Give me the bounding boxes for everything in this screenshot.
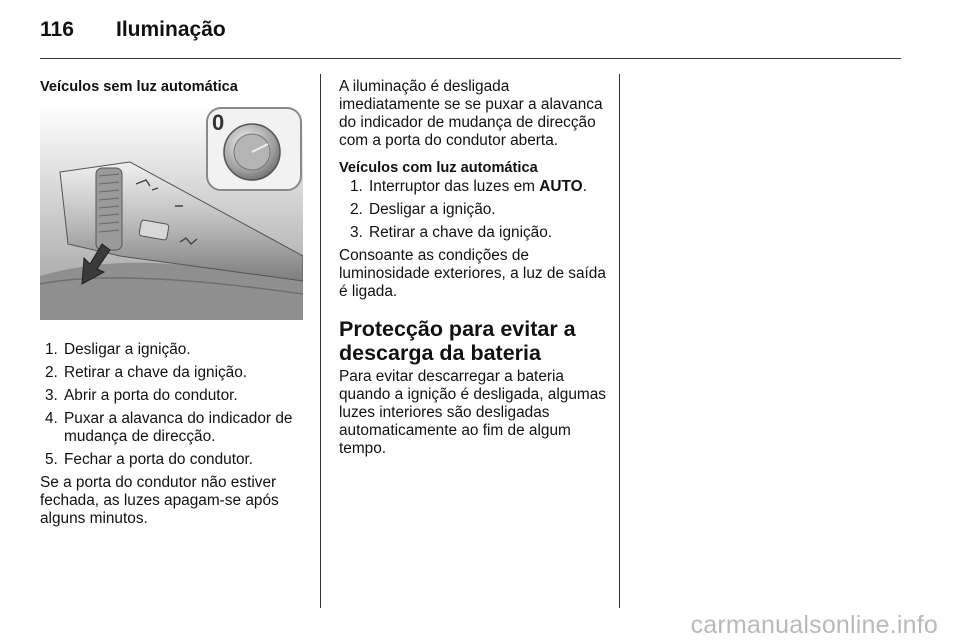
illustration-label-zero: 0 [212,110,225,135]
left-column [40,78,308,528]
list-item: 2. Desligar a ignição. [350,201,496,218]
list-item: 3. Retirar a chave da ignição. [350,224,553,241]
right-subheading: Veículos com luz automática [339,160,538,176]
left-subheading: Veículos sem luz automática [40,79,238,95]
right-after-steps: Consoante as condições de luminosidade exteriores, a luz de saída é ligada. [339,247,606,300]
page-number: 116 [40,18,74,41]
list-item: 3. Abrir a porta do condutor. [45,387,238,404]
list-item: 2. Retirar a chave da ignição. [45,364,248,381]
watermark: carmanualsonline.info [690,611,938,639]
left-note: Se a porta do condutor não estiver fechada, as luzes apagam-se após alguns minutos. [40,474,279,527]
section-heading: Protecção para evitar a descarga da bateria [339,317,576,365]
list-item: 1. Interruptor das luzes em AUTO. [350,178,587,195]
section-body: Para evitar descarregar a bateria quando a ignição é desligada, algumas luzes interiores são desligadas automaticamente ao fim de algum tempo. [339,368,606,457]
page-header [40,18,900,58]
turn-signal-lever-illustration [40,106,303,320]
column-divider-1 [320,74,321,608]
header-rule [40,58,901,59]
list-item: 5. Fechar a porta do condutor. [45,451,254,468]
right-steps-list [339,178,609,242]
left-steps-list [40,341,308,469]
column-divider-2 [619,74,620,608]
right-intro: A iluminação é desligada imediatamente se se puxar a alavanca do indicador de mudança de direcção com a porta do condutor aberta. [339,78,603,149]
list-item: 1. Desligar a ignição. [45,341,191,358]
page-title: Iluminação [116,18,226,41]
list-item: 4. Puxar a alavanca do indicador de mudança de direcção. [45,410,293,445]
right-column [339,78,609,458]
